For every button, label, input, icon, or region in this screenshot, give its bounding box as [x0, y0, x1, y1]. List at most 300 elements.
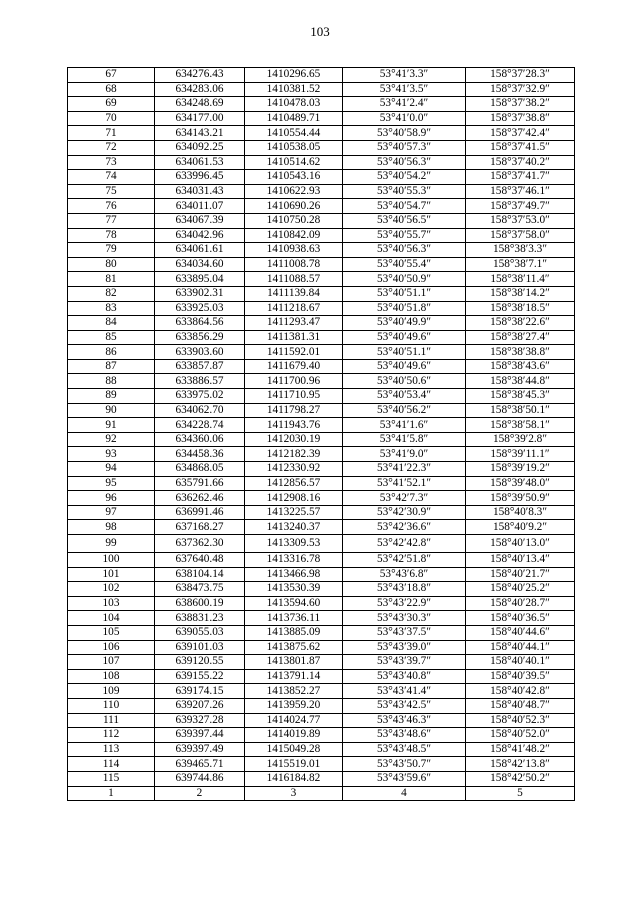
longitude-cell: 158°39′48.0″ — [466, 476, 575, 491]
table-row — [68, 330, 575, 345]
longitude-cell: 158°38′3.3″ — [466, 243, 575, 258]
longitude-cell: 158°38′11.4″ — [466, 272, 575, 287]
longitude-cell: 158°38′18.5″ — [466, 301, 575, 316]
longitude-cell: 158°38′50.1″ — [466, 403, 575, 418]
column-number-cell: 2 — [155, 786, 245, 801]
y-coordinate-cell: 1411088.57 — [245, 272, 343, 287]
longitude-cell: 158°40′13.0″ — [466, 535, 575, 553]
x-coordinate-cell: 634228.74 — [155, 418, 245, 433]
point-number-cell: 74 — [68, 170, 155, 185]
longitude-cell: 158°39′50.9″ — [466, 491, 575, 506]
x-coordinate-cell: 636262.46 — [155, 491, 245, 506]
column-number-cell: 3 — [245, 786, 343, 801]
y-coordinate-cell: 1413316.78 — [245, 553, 343, 568]
longitude-cell: 158°37′38.2″ — [466, 97, 575, 112]
point-number-cell: 91 — [68, 418, 155, 433]
x-coordinate-cell: 634011.07 — [155, 199, 245, 214]
longitude-cell: 158°40′52.0″ — [466, 728, 575, 743]
longitude-cell: 158°40′40.1″ — [466, 655, 575, 670]
latitude-cell: 53°42′42.8″ — [343, 535, 466, 553]
longitude-cell: 158°37′49.7″ — [466, 199, 575, 214]
point-number-cell: 84 — [68, 316, 155, 331]
longitude-cell: 158°40′36.5″ — [466, 611, 575, 626]
x-coordinate-cell: 633857.87 — [155, 359, 245, 374]
table-row — [68, 257, 575, 272]
point-number-cell: 99 — [68, 535, 155, 553]
latitude-cell: 53°40′58.9″ — [343, 126, 466, 141]
y-coordinate-cell: 1412856.57 — [245, 476, 343, 491]
x-coordinate-cell: 634034.60 — [155, 257, 245, 272]
latitude-cell: 53°41′1.6″ — [343, 418, 466, 433]
table-row — [68, 82, 575, 97]
x-coordinate-cell: 634276.43 — [155, 68, 245, 83]
column-number-cell: 1 — [68, 786, 155, 801]
latitude-cell: 53°42′30.9″ — [343, 505, 466, 520]
y-coordinate-cell: 1411592.01 — [245, 345, 343, 360]
y-coordinate-cell: 1413309.53 — [245, 535, 343, 553]
latitude-cell: 53°43′48.6″ — [343, 728, 466, 743]
longitude-cell: 158°37′46.1″ — [466, 184, 575, 199]
latitude-cell: 53°43′42.5″ — [343, 698, 466, 713]
x-coordinate-cell: 639397.49 — [155, 742, 245, 757]
longitude-cell: 158°37′42.4″ — [466, 126, 575, 141]
table-row — [68, 728, 575, 743]
table-row — [68, 596, 575, 611]
longitude-cell: 158°38′14.2″ — [466, 286, 575, 301]
longitude-cell: 158°40′42.8″ — [466, 684, 575, 699]
latitude-cell: 53°40′55.7″ — [343, 228, 466, 243]
longitude-cell: 158°37′41.5″ — [466, 140, 575, 155]
y-coordinate-cell: 1410478.03 — [245, 97, 343, 112]
latitude-cell: 53°40′50.6″ — [343, 374, 466, 389]
y-coordinate-cell: 1413594.60 — [245, 596, 343, 611]
table-row — [68, 403, 575, 418]
y-coordinate-cell: 1410622.93 — [245, 184, 343, 199]
point-number-cell: 106 — [68, 640, 155, 655]
table-row — [68, 374, 575, 389]
table-row — [68, 611, 575, 626]
x-coordinate-cell: 639465.71 — [155, 757, 245, 772]
longitude-cell: 158°39′11.1″ — [466, 447, 575, 462]
y-coordinate-cell: 1411943.76 — [245, 418, 343, 433]
table-row — [68, 111, 575, 126]
table-row — [68, 625, 575, 640]
table-row — [68, 126, 575, 141]
x-coordinate-cell: 634248.69 — [155, 97, 245, 112]
y-coordinate-cell: 1412330.92 — [245, 462, 343, 477]
latitude-cell: 53°40′55.4″ — [343, 257, 466, 272]
point-number-cell: 100 — [68, 553, 155, 568]
latitude-cell: 53°43′22.9″ — [343, 596, 466, 611]
longitude-cell: 158°40′44.1″ — [466, 640, 575, 655]
point-number-cell: 77 — [68, 213, 155, 228]
point-number-cell: 92 — [68, 432, 155, 447]
table-row — [68, 476, 575, 491]
point-number-cell: 79 — [68, 243, 155, 258]
latitude-cell: 53°40′54.2″ — [343, 170, 466, 185]
latitude-cell: 53°40′56.3″ — [343, 243, 466, 258]
x-coordinate-cell: 634061.61 — [155, 243, 245, 258]
longitude-cell: 158°40′8.3″ — [466, 505, 575, 520]
latitude-cell: 53°41′3.3″ — [343, 68, 466, 83]
x-coordinate-cell: 639174.15 — [155, 684, 245, 699]
table-row — [68, 272, 575, 287]
table-row — [68, 757, 575, 772]
latitude-cell: 53°43′48.5″ — [343, 742, 466, 757]
table-row — [68, 655, 575, 670]
point-number-cell: 69 — [68, 97, 155, 112]
table-row — [68, 669, 575, 684]
x-coordinate-cell: 639055.03 — [155, 625, 245, 640]
longitude-cell: 158°40′9.2″ — [466, 520, 575, 535]
latitude-cell: 53°43′37.5″ — [343, 625, 466, 640]
longitude-cell: 158°38′44.8″ — [466, 374, 575, 389]
longitude-cell: 158°37′40.2″ — [466, 155, 575, 170]
point-number-cell: 68 — [68, 82, 155, 97]
table-row — [68, 97, 575, 112]
y-coordinate-cell: 1410938.63 — [245, 243, 343, 258]
latitude-cell: 53°43′39.7″ — [343, 655, 466, 670]
table-row — [68, 684, 575, 699]
x-coordinate-cell: 633895.04 — [155, 272, 245, 287]
latitude-cell: 53°43′18.8″ — [343, 582, 466, 597]
y-coordinate-cell: 1413875.62 — [245, 640, 343, 655]
latitude-cell: 53°40′50.9″ — [343, 272, 466, 287]
longitude-cell: 158°37′38.8″ — [466, 111, 575, 126]
y-coordinate-cell: 1416184.82 — [245, 771, 343, 786]
point-number-cell: 108 — [68, 669, 155, 684]
latitude-cell: 53°40′49.6″ — [343, 330, 466, 345]
longitude-cell: 158°40′48.7″ — [466, 698, 575, 713]
latitude-cell: 53°43′39.0″ — [343, 640, 466, 655]
latitude-cell: 53°41′52.1″ — [343, 476, 466, 491]
longitude-cell: 158°40′44.6″ — [466, 625, 575, 640]
x-coordinate-cell: 633864.56 — [155, 316, 245, 331]
table-row — [68, 713, 575, 728]
x-coordinate-cell: 638600.19 — [155, 596, 245, 611]
table-row — [68, 567, 575, 582]
point-number-cell: 88 — [68, 374, 155, 389]
x-coordinate-cell: 639101.03 — [155, 640, 245, 655]
coordinates-table — [67, 67, 575, 801]
longitude-cell: 158°37′58.0″ — [466, 228, 575, 243]
point-number-cell: 75 — [68, 184, 155, 199]
longitude-cell: 158°38′7.1″ — [466, 257, 575, 272]
longitude-cell: 158°37′53.0″ — [466, 213, 575, 228]
table-row — [68, 462, 575, 477]
longitude-cell: 158°38′22.6″ — [466, 316, 575, 331]
point-number-cell: 78 — [68, 228, 155, 243]
longitude-cell: 158°40′39.5″ — [466, 669, 575, 684]
table-row — [68, 418, 575, 433]
point-number-cell: 71 — [68, 126, 155, 141]
table-row — [68, 140, 575, 155]
latitude-cell: 53°40′49.6″ — [343, 359, 466, 374]
table-row — [68, 243, 575, 258]
latitude-cell: 53°43′40.8″ — [343, 669, 466, 684]
longitude-cell: 158°38′45.3″ — [466, 389, 575, 404]
column-number-cell: 4 — [343, 786, 466, 801]
x-coordinate-cell: 634458.36 — [155, 447, 245, 462]
latitude-cell: 53°40′51.8″ — [343, 301, 466, 316]
latitude-cell: 53°41′5.8″ — [343, 432, 466, 447]
table-body — [68, 68, 575, 801]
y-coordinate-cell: 1411381.31 — [245, 330, 343, 345]
latitude-cell: 53°40′53.4″ — [343, 389, 466, 404]
longitude-cell: 158°39′19.2″ — [466, 462, 575, 477]
y-coordinate-cell: 1411798.27 — [245, 403, 343, 418]
x-coordinate-cell: 633925.03 — [155, 301, 245, 316]
longitude-cell: 158°38′38.8″ — [466, 345, 575, 360]
point-number-cell: 89 — [68, 389, 155, 404]
latitude-cell: 53°42′51.8″ — [343, 553, 466, 568]
x-coordinate-cell: 639207.26 — [155, 698, 245, 713]
y-coordinate-cell: 1411008.78 — [245, 257, 343, 272]
y-coordinate-cell: 1413801.87 — [245, 655, 343, 670]
point-number-cell: 90 — [68, 403, 155, 418]
y-coordinate-cell: 1410381.52 — [245, 82, 343, 97]
y-coordinate-cell: 1413736.11 — [245, 611, 343, 626]
y-coordinate-cell: 1411218.67 — [245, 301, 343, 316]
x-coordinate-cell: 639155.22 — [155, 669, 245, 684]
point-number-cell: 109 — [68, 684, 155, 699]
x-coordinate-cell: 633902.31 — [155, 286, 245, 301]
x-coordinate-cell: 634031.43 — [155, 184, 245, 199]
x-coordinate-cell: 633886.57 — [155, 374, 245, 389]
point-number-cell: 87 — [68, 359, 155, 374]
latitude-cell: 53°43′59.6″ — [343, 771, 466, 786]
y-coordinate-cell: 1411293.47 — [245, 316, 343, 331]
longitude-cell: 158°39′2.8″ — [466, 432, 575, 447]
longitude-cell: 158°37′28.3″ — [466, 68, 575, 83]
x-coordinate-cell: 639744.86 — [155, 771, 245, 786]
point-number-cell: 110 — [68, 698, 155, 713]
point-number-cell: 70 — [68, 111, 155, 126]
point-number-cell: 102 — [68, 582, 155, 597]
point-number-cell: 115 — [68, 771, 155, 786]
table-row — [68, 199, 575, 214]
y-coordinate-cell: 1411139.84 — [245, 286, 343, 301]
x-coordinate-cell: 634143.21 — [155, 126, 245, 141]
x-coordinate-cell: 639397.44 — [155, 728, 245, 743]
x-coordinate-cell: 637640.48 — [155, 553, 245, 568]
x-coordinate-cell: 634177.00 — [155, 111, 245, 126]
point-number-cell: 113 — [68, 742, 155, 757]
y-coordinate-cell: 1413852.27 — [245, 684, 343, 699]
y-coordinate-cell: 1413791.14 — [245, 669, 343, 684]
x-coordinate-cell: 633856.29 — [155, 330, 245, 345]
point-number-cell: 81 — [68, 272, 155, 287]
table-row — [68, 742, 575, 757]
y-coordinate-cell: 1410543.16 — [245, 170, 343, 185]
latitude-cell: 53°42′7.3″ — [343, 491, 466, 506]
longitude-cell: 158°40′28.7″ — [466, 596, 575, 611]
y-coordinate-cell: 1410690.26 — [245, 199, 343, 214]
latitude-cell: 53°43′46.3″ — [343, 713, 466, 728]
latitude-cell: 53°41′22.3″ — [343, 462, 466, 477]
point-number-cell: 76 — [68, 199, 155, 214]
point-number-cell: 114 — [68, 757, 155, 772]
longitude-cell: 158°37′32.9″ — [466, 82, 575, 97]
x-coordinate-cell: 635791.66 — [155, 476, 245, 491]
point-number-cell: 104 — [68, 611, 155, 626]
table-row — [68, 345, 575, 360]
longitude-cell: 158°40′13.4″ — [466, 553, 575, 568]
point-number-cell: 82 — [68, 286, 155, 301]
table-row — [68, 286, 575, 301]
table-row — [68, 491, 575, 506]
point-number-cell: 93 — [68, 447, 155, 462]
table-row — [68, 316, 575, 331]
latitude-cell: 53°40′55.3″ — [343, 184, 466, 199]
latitude-cell: 53°40′51.1″ — [343, 345, 466, 360]
y-coordinate-cell: 1410538.05 — [245, 140, 343, 155]
y-coordinate-cell: 1415049.28 — [245, 742, 343, 757]
x-coordinate-cell: 638831.23 — [155, 611, 245, 626]
point-number-cell: 103 — [68, 596, 155, 611]
y-coordinate-cell: 1410554.44 — [245, 126, 343, 141]
y-coordinate-cell: 1413225.57 — [245, 505, 343, 520]
longitude-cell: 158°38′27.4″ — [466, 330, 575, 345]
longitude-cell: 158°42′13.8″ — [466, 757, 575, 772]
latitude-cell: 53°41′3.5″ — [343, 82, 466, 97]
x-coordinate-cell: 636991.46 — [155, 505, 245, 520]
y-coordinate-cell: 1410514.62 — [245, 155, 343, 170]
latitude-cell: 53°40′56.3″ — [343, 155, 466, 170]
table-row — [68, 640, 575, 655]
longitude-cell: 158°37′41.7″ — [466, 170, 575, 185]
longitude-cell: 158°38′58.1″ — [466, 418, 575, 433]
point-number-cell: 107 — [68, 655, 155, 670]
table-row — [68, 359, 575, 374]
x-coordinate-cell: 633975.02 — [155, 389, 245, 404]
latitude-cell: 53°41′2.4″ — [343, 97, 466, 112]
longitude-cell: 158°40′21.7″ — [466, 567, 575, 582]
y-coordinate-cell: 1410750.28 — [245, 213, 343, 228]
latitude-cell: 53°42′36.6″ — [343, 520, 466, 535]
point-number-cell: 94 — [68, 462, 155, 477]
x-coordinate-cell: 634067.39 — [155, 213, 245, 228]
x-coordinate-cell: 634042.96 — [155, 228, 245, 243]
y-coordinate-cell: 1414019.89 — [245, 728, 343, 743]
x-coordinate-cell: 637362.30 — [155, 535, 245, 553]
column-number-row — [68, 786, 575, 801]
point-number-cell: 111 — [68, 713, 155, 728]
point-number-cell: 112 — [68, 728, 155, 743]
point-number-cell: 105 — [68, 625, 155, 640]
latitude-cell: 53°40′51.1″ — [343, 286, 466, 301]
y-coordinate-cell: 1412030.19 — [245, 432, 343, 447]
latitude-cell: 53°43′50.7″ — [343, 757, 466, 772]
table-row — [68, 432, 575, 447]
x-coordinate-cell: 633903.60 — [155, 345, 245, 360]
table-row — [68, 68, 575, 83]
longitude-cell: 158°41′48.2″ — [466, 742, 575, 757]
table-row — [68, 301, 575, 316]
point-number-cell: 85 — [68, 330, 155, 345]
table-row — [68, 447, 575, 462]
longitude-cell: 158°38′43.6″ — [466, 359, 575, 374]
y-coordinate-cell: 1415519.01 — [245, 757, 343, 772]
point-number-cell: 86 — [68, 345, 155, 360]
latitude-cell: 53°40′49.9″ — [343, 316, 466, 331]
y-coordinate-cell: 1412182.39 — [245, 447, 343, 462]
point-number-cell: 67 — [68, 68, 155, 83]
x-coordinate-cell: 634062.70 — [155, 403, 245, 418]
x-coordinate-cell: 638104.14 — [155, 567, 245, 582]
longitude-cell: 158°42′50.2″ — [466, 771, 575, 786]
x-coordinate-cell: 634061.53 — [155, 155, 245, 170]
point-number-cell: 72 — [68, 140, 155, 155]
table-row — [68, 389, 575, 404]
table-row — [68, 213, 575, 228]
y-coordinate-cell: 1411710.95 — [245, 389, 343, 404]
point-number-cell: 83 — [68, 301, 155, 316]
longitude-cell: 158°40′25.2″ — [466, 582, 575, 597]
table-row — [68, 228, 575, 243]
y-coordinate-cell: 1413240.37 — [245, 520, 343, 535]
x-coordinate-cell: 634283.06 — [155, 82, 245, 97]
latitude-cell: 53°43′30.3″ — [343, 611, 466, 626]
point-number-cell: 95 — [68, 476, 155, 491]
longitude-cell: 158°40′52.3″ — [466, 713, 575, 728]
page-number: 103 — [310, 24, 330, 39]
x-coordinate-cell: 634360.06 — [155, 432, 245, 447]
latitude-cell: 53°43′41.4″ — [343, 684, 466, 699]
y-coordinate-cell: 1410842.09 — [245, 228, 343, 243]
y-coordinate-cell: 1413466.98 — [245, 567, 343, 582]
point-number-cell: 97 — [68, 505, 155, 520]
x-coordinate-cell: 639120.55 — [155, 655, 245, 670]
point-number-cell: 96 — [68, 491, 155, 506]
table-row — [68, 505, 575, 520]
latitude-cell: 53°41′9.0″ — [343, 447, 466, 462]
latitude-cell: 53°41′0.0″ — [343, 111, 466, 126]
y-coordinate-cell: 1410296.65 — [245, 68, 343, 83]
y-coordinate-cell: 1411700.96 — [245, 374, 343, 389]
table-row — [68, 170, 575, 185]
x-coordinate-cell: 639327.28 — [155, 713, 245, 728]
point-number-cell: 80 — [68, 257, 155, 272]
latitude-cell: 53°40′56.5″ — [343, 213, 466, 228]
x-coordinate-cell: 638473.75 — [155, 582, 245, 597]
point-number-cell: 98 — [68, 520, 155, 535]
table-row — [68, 553, 575, 568]
y-coordinate-cell: 1412908.16 — [245, 491, 343, 506]
table-row — [68, 698, 575, 713]
latitude-cell: 53°40′57.3″ — [343, 140, 466, 155]
y-coordinate-cell: 1413530.39 — [245, 582, 343, 597]
y-coordinate-cell: 1413885.09 — [245, 625, 343, 640]
x-coordinate-cell: 637168.27 — [155, 520, 245, 535]
latitude-cell: 53°43′6.8″ — [343, 567, 466, 582]
x-coordinate-cell: 634868.05 — [155, 462, 245, 477]
table-row — [68, 535, 575, 553]
table-row — [68, 582, 575, 597]
point-number-cell: 101 — [68, 567, 155, 582]
table-row — [68, 520, 575, 535]
y-coordinate-cell: 1414024.77 — [245, 713, 343, 728]
latitude-cell: 53°40′54.7″ — [343, 199, 466, 214]
x-coordinate-cell: 633996.45 — [155, 170, 245, 185]
point-number-cell: 73 — [68, 155, 155, 170]
y-coordinate-cell: 1410489.71 — [245, 111, 343, 126]
y-coordinate-cell: 1413959.20 — [245, 698, 343, 713]
latitude-cell: 53°40′56.2″ — [343, 403, 466, 418]
column-number-cell: 5 — [466, 786, 575, 801]
table-row — [68, 155, 575, 170]
table-row — [68, 771, 575, 786]
